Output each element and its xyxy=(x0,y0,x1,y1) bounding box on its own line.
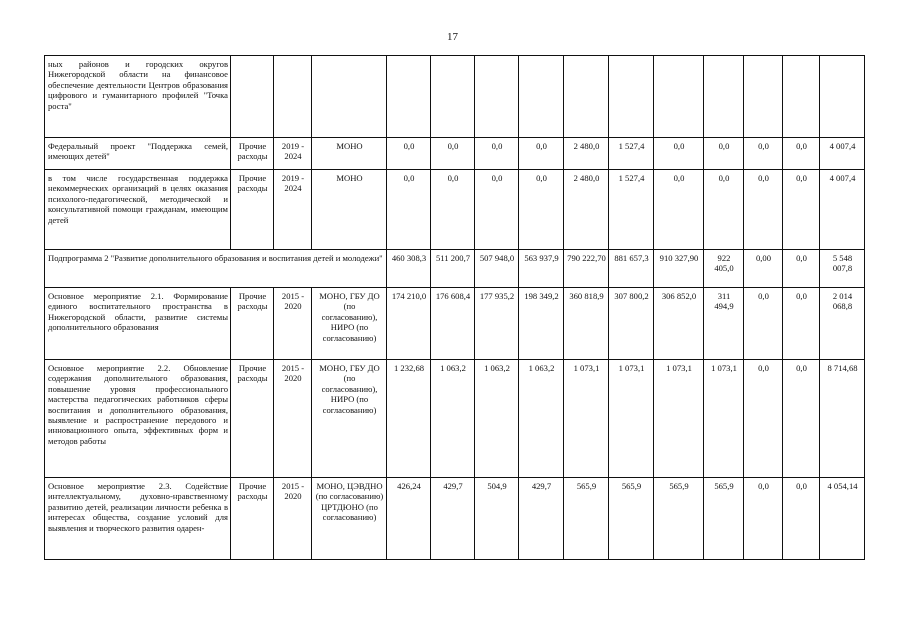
table-row xyxy=(45,360,865,478)
value-cell: 511 200,7 xyxy=(431,250,475,288)
value-cell: 1 232,68 xyxy=(387,360,431,478)
row-name-cell: Федеральный проект "Поддержка семей, имеющих детей" xyxy=(45,138,231,170)
row-name-cell: Основное мероприятие 2.3. Содействие интеллектуальному, духовно-нравственному развитию детей, реализации личности ребенка в интересах общества, создание условий для выявления и творческого развития одарен- xyxy=(45,478,231,560)
row-name-cell: Основное мероприятие 2.1. Формирование единого воспитательного пространства в Нижегородской области, развитие системы дополнительного образования xyxy=(45,288,231,360)
value-cell: 0,0 xyxy=(475,170,519,250)
value-cell: 1 073,1 xyxy=(609,360,654,478)
value-cell: 2 480,0 xyxy=(564,138,609,170)
row-name-cell: Подпрограмма 2 "Развитие дополнительного образования и воспитания детей и молодежи" xyxy=(45,250,387,288)
value-cell: 0,0 xyxy=(704,170,744,250)
value-cell: 426,24 xyxy=(387,478,431,560)
value-cell: 0,0 xyxy=(783,288,820,360)
value-cell xyxy=(704,56,744,138)
value-cell: 198 349,2 xyxy=(519,288,564,360)
value-cell: 565,9 xyxy=(654,478,704,560)
value-cell: 1 073,1 xyxy=(654,360,704,478)
table-row xyxy=(45,56,865,138)
executor-cell: МОНО, ЦЭВДНО (по согласованию) ЦРТДЮНО (по согласованию) xyxy=(312,478,387,560)
period-cell: 2019 - 2024 xyxy=(274,138,312,170)
value-cell: 306 852,0 xyxy=(654,288,704,360)
value-cell: 0,0 xyxy=(783,170,820,250)
value-cell xyxy=(475,56,519,138)
table-row xyxy=(45,288,865,360)
value-cell: 177 935,2 xyxy=(475,288,519,360)
value-cell: 0,0 xyxy=(519,170,564,250)
value-cell: 1 527,4 xyxy=(609,138,654,170)
value-cell: 0,0 xyxy=(783,250,820,288)
expense-type-cell: Прочие расходы xyxy=(231,138,274,170)
value-cell: 429,7 xyxy=(519,478,564,560)
value-cell: 0,0 xyxy=(654,138,704,170)
expense-type-cell: Прочие расходы xyxy=(231,360,274,478)
value-cell: 0,0 xyxy=(783,138,820,170)
period-cell: 2019 - 2024 xyxy=(274,170,312,250)
row-name-cell: Основное мероприятие 2.2. Обновление содержания дополнительного образования, повышение уровня профессионального мастерства педагогических работников сферы воспитания и дополнительного образования, выявление и распространение передового и инновационного опыта, эффективных форм и методов работы xyxy=(45,360,231,478)
value-cell: 0,0 xyxy=(387,170,431,250)
page-number: 17 xyxy=(447,31,458,43)
value-cell: 1 527,4 xyxy=(609,170,654,250)
value-cell: 0,0 xyxy=(475,138,519,170)
expense-type-cell: Прочие расходы xyxy=(231,478,274,560)
executor-cell: МОНО xyxy=(312,170,387,250)
value-cell: 460 308,3 xyxy=(387,250,431,288)
expense-type-cell: Прочие расходы xyxy=(231,288,274,360)
value-cell: 0,0 xyxy=(783,360,820,478)
value-cell: 0,0 xyxy=(704,138,744,170)
value-cell: 0,0 xyxy=(387,138,431,170)
row-name-cell: в том числе государственная поддержка некоммерческих организаций в целях оказания психолого-педагогической, методической и консультативной помощи гражданам, имеющим детей xyxy=(45,170,231,250)
value-cell: 311 494,9 xyxy=(704,288,744,360)
budget-table xyxy=(44,55,865,560)
value-cell: 0,0 xyxy=(744,360,783,478)
value-cell: 881 657,3 xyxy=(609,250,654,288)
value-cell: 0,0 xyxy=(744,170,783,250)
executor-cell: МОНО, ГБУ ДО (по согласованию), НИРО (по согласованию) xyxy=(312,360,387,478)
period-cell: 2015 - 2020 xyxy=(274,478,312,560)
value-cell: 910 327,90 xyxy=(654,250,704,288)
value-cell: 429,7 xyxy=(431,478,475,560)
period-cell xyxy=(274,56,312,138)
value-cell: 176 608,4 xyxy=(431,288,475,360)
value-cell: 0,00 xyxy=(744,250,783,288)
value-cell: 0,0 xyxy=(431,170,475,250)
value-cell: 1 073,1 xyxy=(564,360,609,478)
value-cell: 504,9 xyxy=(475,478,519,560)
value-cell: 307 800,2 xyxy=(609,288,654,360)
value-cell: 507 948,0 xyxy=(475,250,519,288)
value-cell xyxy=(519,56,564,138)
expense-type-cell: Прочие расходы xyxy=(231,170,274,250)
value-cell: 922 405,0 xyxy=(704,250,744,288)
value-cell xyxy=(783,56,820,138)
value-cell: 0,0 xyxy=(431,138,475,170)
value-cell: 563 937,9 xyxy=(519,250,564,288)
value-cell: 4 007,4 xyxy=(820,138,865,170)
value-cell xyxy=(387,56,431,138)
value-cell xyxy=(564,56,609,138)
executor-cell: МОНО, ГБУ ДО (по согласованию), НИРО (по согласованию) xyxy=(312,288,387,360)
value-cell: 1 063,2 xyxy=(475,360,519,478)
value-cell xyxy=(654,56,704,138)
value-cell: 174 210,0 xyxy=(387,288,431,360)
value-cell: 4 007,4 xyxy=(820,170,865,250)
executor-cell: МОНО xyxy=(312,138,387,170)
value-cell: 360 818,9 xyxy=(564,288,609,360)
value-cell: 0,0 xyxy=(654,170,704,250)
value-cell: 1 063,2 xyxy=(519,360,564,478)
value-cell: 2 480,0 xyxy=(564,170,609,250)
value-cell: 565,9 xyxy=(609,478,654,560)
value-cell: 1 073,1 xyxy=(704,360,744,478)
value-cell: 8 714,68 xyxy=(820,360,865,478)
executor-cell xyxy=(312,56,387,138)
value-cell: 790 222,70 xyxy=(564,250,609,288)
period-cell: 2015 - 2020 xyxy=(274,360,312,478)
value-cell: 565,9 xyxy=(704,478,744,560)
value-cell: 565,9 xyxy=(564,478,609,560)
value-cell xyxy=(744,56,783,138)
value-cell: 2 014 068,8 xyxy=(820,288,865,360)
value-cell: 0,0 xyxy=(744,288,783,360)
value-cell xyxy=(609,56,654,138)
value-cell: 5 548 007,8 xyxy=(820,250,865,288)
value-cell: 4 054,14 xyxy=(820,478,865,560)
value-cell: 0,0 xyxy=(744,478,783,560)
table-row xyxy=(45,170,865,250)
value-cell: 0,0 xyxy=(519,138,564,170)
value-cell: 0,0 xyxy=(744,138,783,170)
value-cell xyxy=(820,56,865,138)
table-row xyxy=(45,250,865,288)
period-cell: 2015 - 2020 xyxy=(274,288,312,360)
value-cell: 0,0 xyxy=(783,478,820,560)
expense-type-cell xyxy=(231,56,274,138)
value-cell xyxy=(431,56,475,138)
row-name-cell: ных районов и городских округов Нижегородской области на финансовое обеспечение деятельности Центров образования цифрового и гуманитарного профилей "Точка роста" xyxy=(45,56,231,138)
value-cell: 1 063,2 xyxy=(431,360,475,478)
table-row xyxy=(45,478,865,560)
table-row xyxy=(45,138,865,170)
